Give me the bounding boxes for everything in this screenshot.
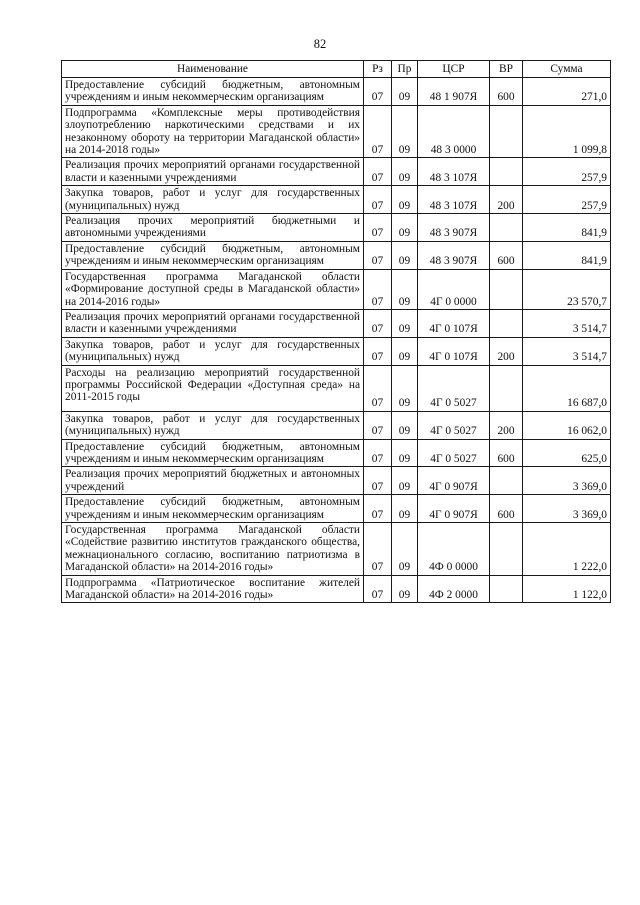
cell-csr: 48 3 907Я xyxy=(418,214,490,242)
cell-csr: 4Г 0 107Я xyxy=(418,337,490,365)
cell-csr: 4Ф 2 0000 xyxy=(418,575,490,603)
table-row xyxy=(62,523,611,576)
cell-sum: 257,9 xyxy=(523,158,611,186)
cell-name: Реализация прочих мероприятий бюджетными и автономными учреждениями xyxy=(62,214,364,242)
cell-name: Реализация прочих мероприятий бюджетных и автономных учреждений xyxy=(62,467,364,495)
cell-csr: 4Г 0 107Я xyxy=(418,309,490,337)
cell-rz: 07 xyxy=(364,105,392,158)
cell-rz: 07 xyxy=(364,241,392,269)
cell-pr: 09 xyxy=(392,439,418,467)
cell-rz: 07 xyxy=(364,575,392,603)
cell-name: Закупка товаров, работ и услуг для государственных (муниципальных) нужд xyxy=(62,411,364,439)
cell-sum: 16 062,0 xyxy=(523,411,611,439)
cell-vr xyxy=(490,105,523,158)
cell-vr xyxy=(490,467,523,495)
cell-vr xyxy=(490,523,523,576)
cell-sum: 3 514,7 xyxy=(523,337,611,365)
cell-csr: 4Г 0 5027 xyxy=(418,365,490,411)
cell-sum: 3 369,0 xyxy=(523,467,611,495)
cell-vr: 200 xyxy=(490,337,523,365)
cell-csr: 48 3 107Я xyxy=(418,158,490,186)
cell-sum: 3 514,7 xyxy=(523,309,611,337)
table-header-row xyxy=(62,61,611,78)
table-row xyxy=(62,186,611,214)
cell-rz: 07 xyxy=(364,411,392,439)
cell-csr: 4Г 0 5027 xyxy=(418,439,490,467)
cell-vr xyxy=(490,158,523,186)
cell-pr: 09 xyxy=(392,214,418,242)
table-row xyxy=(62,158,611,186)
column-header-vr: ВР xyxy=(490,61,523,78)
cell-pr: 09 xyxy=(392,467,418,495)
table-row xyxy=(62,78,611,106)
table-body xyxy=(62,78,611,603)
cell-rz: 07 xyxy=(364,523,392,576)
cell-rz: 07 xyxy=(364,365,392,411)
cell-rz: 07 xyxy=(364,158,392,186)
cell-vr: 600 xyxy=(490,78,523,106)
cell-csr: 4Г 0 0000 xyxy=(418,269,490,309)
table-row xyxy=(62,439,611,467)
table-row xyxy=(62,214,611,242)
cell-pr: 09 xyxy=(392,186,418,214)
cell-name: Подпрограмма «Комплексные меры противодействия злоупотреблению наркотическими средствами и их незаконному обороту на территории Магаданской области» на 2014-2018 годы» xyxy=(62,105,364,158)
cell-vr xyxy=(490,365,523,411)
column-header-csr: ЦСР xyxy=(418,61,490,78)
column-header-name: Наименование xyxy=(62,61,364,78)
cell-pr: 09 xyxy=(392,105,418,158)
cell-rz: 07 xyxy=(364,78,392,106)
cell-name: Реализация прочих мероприятий органами государственной власти и казенными учреждениями xyxy=(62,158,364,186)
cell-rz: 07 xyxy=(364,495,392,523)
cell-csr: 4Ф 0 0000 xyxy=(418,523,490,576)
cell-rz: 07 xyxy=(364,467,392,495)
cell-csr: 48 3 907Я xyxy=(418,241,490,269)
cell-vr: 600 xyxy=(490,439,523,467)
column-header-rz: Рз xyxy=(364,61,392,78)
cell-pr: 09 xyxy=(392,337,418,365)
cell-csr: 48 1 907Я xyxy=(418,78,490,106)
cell-vr xyxy=(490,575,523,603)
cell-vr: 200 xyxy=(490,411,523,439)
cell-name: Предоставление субсидий бюджетным, автономным учреждениям и иным некоммерческим организациям xyxy=(62,495,364,523)
table-row xyxy=(62,309,611,337)
cell-pr: 09 xyxy=(392,269,418,309)
table-row xyxy=(62,337,611,365)
cell-csr: 48 3 107Я xyxy=(418,186,490,214)
cell-pr: 09 xyxy=(392,309,418,337)
cell-csr: 4Г 0 5027 xyxy=(418,411,490,439)
cell-sum: 271,0 xyxy=(523,78,611,106)
cell-rz: 07 xyxy=(364,337,392,365)
page-number: 82 xyxy=(313,37,327,51)
cell-csr: 4Г 0 907Я xyxy=(418,495,490,523)
cell-rz: 07 xyxy=(364,269,392,309)
cell-name: Реализация прочих мероприятий органами государственной власти и казенными учреждениями xyxy=(62,309,364,337)
column-header-sum: Сумма xyxy=(523,61,611,78)
cell-vr: 600 xyxy=(490,495,523,523)
table-row xyxy=(62,269,611,309)
cell-rz: 07 xyxy=(364,186,392,214)
cell-name: Государственная программа Магаданской области «Формирование доступной среды в Магаданской области» на 2014-2016 годы» xyxy=(62,269,364,309)
cell-sum: 1 222,0 xyxy=(523,523,611,576)
cell-csr: 4Г 0 907Я xyxy=(418,467,490,495)
cell-sum: 1 099,8 xyxy=(523,105,611,158)
cell-sum: 841,9 xyxy=(523,214,611,242)
cell-pr: 09 xyxy=(392,241,418,269)
cell-vr xyxy=(490,214,523,242)
cell-name: Подпрограмма «Патриотическое воспитание жителей Магаданской области» на 2014-2016 годы» xyxy=(62,575,364,603)
table-row xyxy=(62,365,611,411)
table-row xyxy=(62,241,611,269)
table-row xyxy=(62,467,611,495)
cell-sum: 1 122,0 xyxy=(523,575,611,603)
cell-vr xyxy=(490,309,523,337)
cell-name: Расходы на реализацию мероприятий государственной программы Российской Федерации «Доступная среда» на 2011-2015 годы xyxy=(62,365,364,411)
cell-pr: 09 xyxy=(392,575,418,603)
cell-name: Государственная программа Магаданской области «Содействие развитию институтов гражданского общества, межнационального согласию, воспитанию патриотизма в Магаданской области» на 2014-2016 годы» xyxy=(62,523,364,576)
budget-table xyxy=(61,60,611,603)
cell-rz: 07 xyxy=(364,439,392,467)
cell-pr: 09 xyxy=(392,523,418,576)
cell-sum: 3 369,0 xyxy=(523,495,611,523)
cell-name: Закупка товаров, работ и услуг для государственных (муниципальных) нужд xyxy=(62,337,364,365)
cell-csr: 48 3 0000 xyxy=(418,105,490,158)
cell-pr: 09 xyxy=(392,158,418,186)
cell-sum: 841,9 xyxy=(523,241,611,269)
cell-sum: 23 570,7 xyxy=(523,269,611,309)
column-header-pr: Пр xyxy=(392,61,418,78)
cell-rz: 07 xyxy=(364,214,392,242)
cell-sum: 16 687,0 xyxy=(523,365,611,411)
cell-rz: 07 xyxy=(364,309,392,337)
cell-sum: 257,9 xyxy=(523,186,611,214)
cell-name: Предоставление субсидий бюджетным, автономным учреждениям и иным некоммерческим организациям xyxy=(62,439,364,467)
cell-vr xyxy=(490,269,523,309)
cell-pr: 09 xyxy=(392,365,418,411)
cell-sum: 625,0 xyxy=(523,439,611,467)
table-row xyxy=(62,575,611,603)
cell-name: Закупка товаров, работ и услуг для государственных (муниципальных) нужд xyxy=(62,186,364,214)
cell-pr: 09 xyxy=(392,78,418,106)
cell-pr: 09 xyxy=(392,411,418,439)
cell-vr: 600 xyxy=(490,241,523,269)
table-row xyxy=(62,411,611,439)
cell-name: Предоставление субсидий бюджетным, автономным учреждениям и иным некоммерческим организациям xyxy=(62,241,364,269)
table-row xyxy=(62,495,611,523)
cell-vr: 200 xyxy=(490,186,523,214)
cell-pr: 09 xyxy=(392,495,418,523)
cell-name: Предоставление субсидий бюджетным, автономным учреждениям и иным некоммерческим организациям xyxy=(62,78,364,106)
table-row xyxy=(62,105,611,158)
